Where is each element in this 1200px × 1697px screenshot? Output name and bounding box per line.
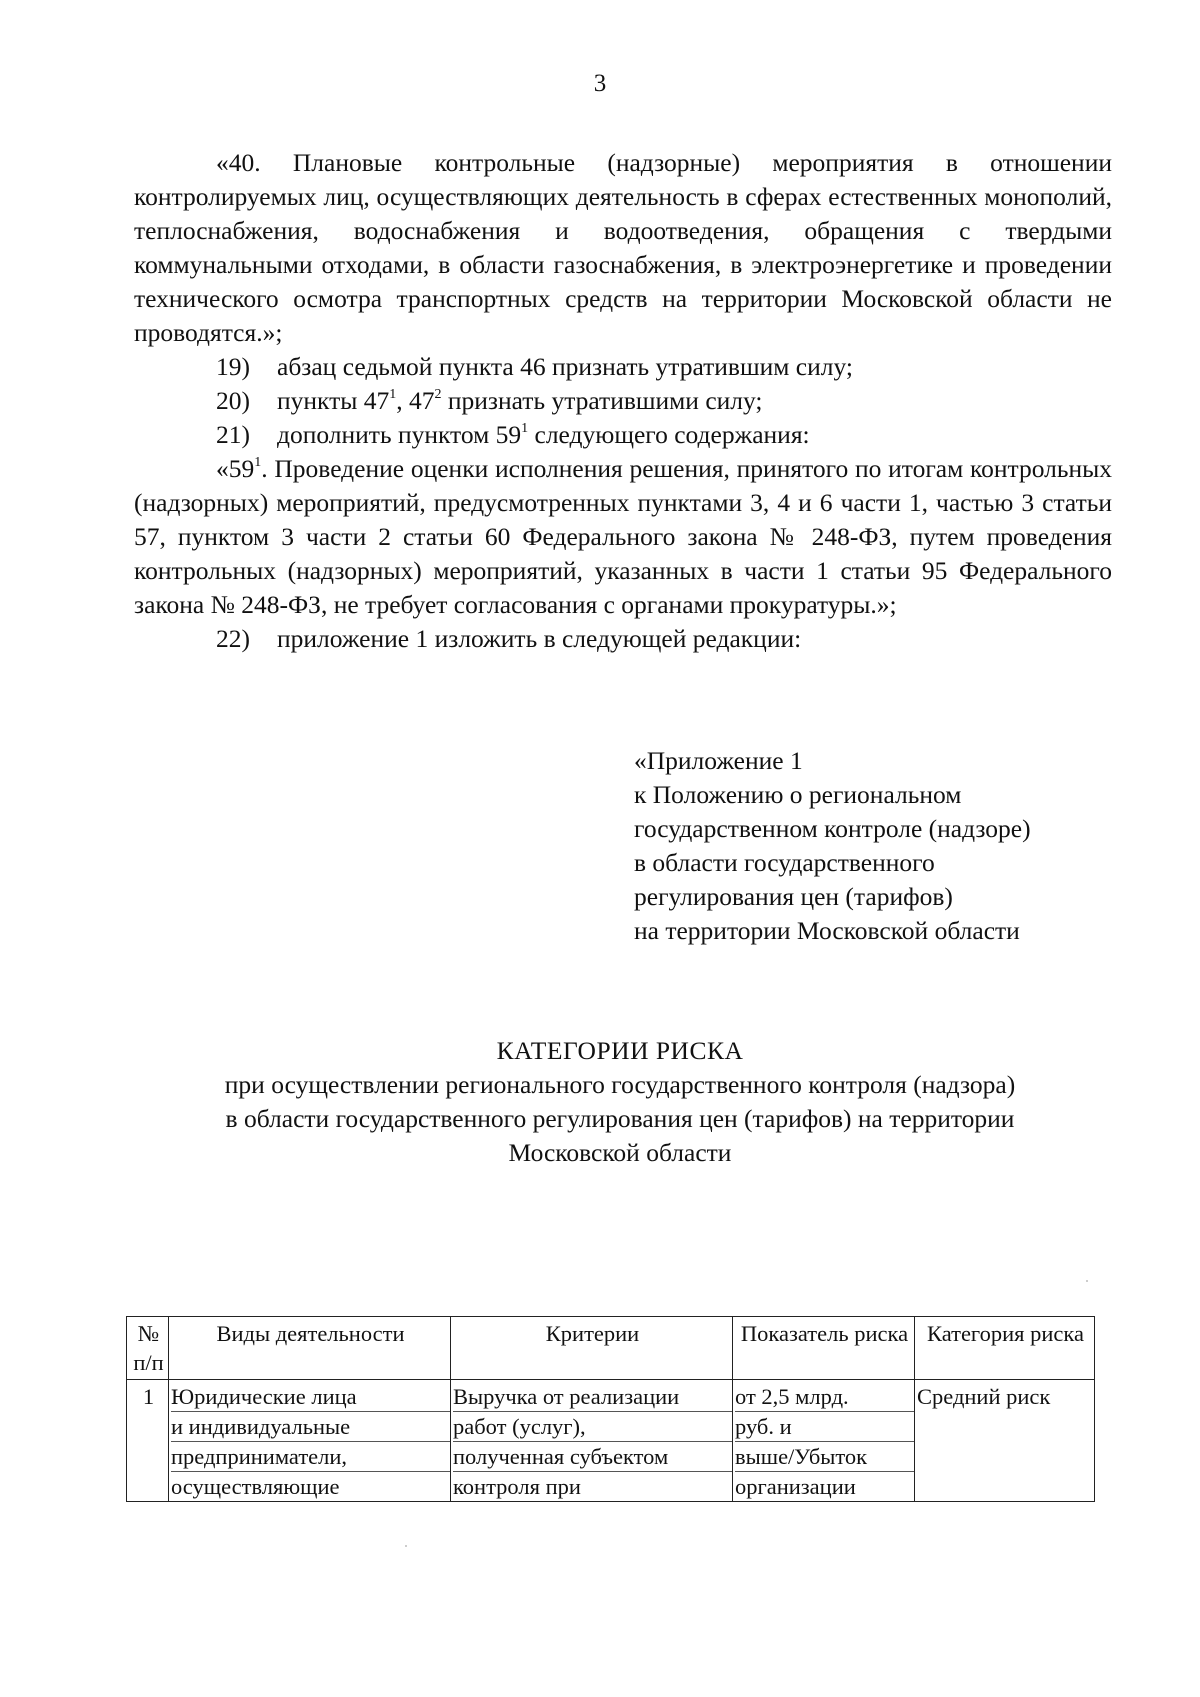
item-text: абзац седьмой пункта 46 признать утратившим силу;: [277, 352, 853, 381]
cell-num: 1: [127, 1380, 169, 1502]
scan-speck: [1086, 1280, 1088, 1282]
superscript: 1: [254, 455, 262, 470]
header-activity: Виды деятельности: [169, 1317, 451, 1380]
cell-line: работ (услуг),: [453, 1412, 732, 1442]
appendix-line: государственном контроле (надзоре): [634, 814, 1031, 843]
appendix-line: регулирования цен (тарифов): [634, 882, 953, 911]
appendix-line: в области государственного: [634, 848, 935, 877]
header-indicator: Показатель риска: [733, 1317, 915, 1380]
header-num: № п/п: [127, 1317, 169, 1380]
item-text-part: дополнить пунктом 59: [277, 420, 522, 449]
item-number: 20): [216, 386, 250, 415]
cell-category: Средний риск: [915, 1380, 1095, 1502]
heading-subtitle-line: при осуществлении регионального государственного контроля (надзора): [224, 1070, 1016, 1099]
appendix-caption: [634, 744, 1031, 948]
paragraph-40: «40. Плановые контрольные (надзорные) мероприятия в отношении контролируемых лиц, осуществляющих деятельность в сферах естественных монополий, теплоснабжения, водоснабжения и водоотведения, обращения с твердыми коммунальными отходами, в области газоснабжения, в электроэнергетике и проведении технического осмотра транспортных средств на территории Московской области не проводятся.»;: [134, 148, 1112, 347]
risk-table: [126, 1316, 1095, 1502]
list-item-20: [134, 384, 1112, 418]
heading-subtitle-line: в области государственного регулирования цен (тарифов) на территории: [225, 1104, 1015, 1133]
item-number: 21): [216, 420, 250, 449]
item-text-part: признать утратившими силу;: [441, 386, 763, 415]
cell-indicator: [733, 1380, 915, 1502]
cell-line: полученная субъектом: [453, 1442, 732, 1472]
heading-title: КАТЕГОРИИ РИСКА: [496, 1036, 744, 1065]
item-text: приложение 1 изложить в следующей редакции:: [277, 624, 802, 653]
superscript: 1: [389, 387, 397, 402]
table-row: [127, 1380, 1095, 1502]
heading-subtitle-line: Московской области: [508, 1138, 732, 1167]
list-item-19: [134, 350, 1112, 384]
scan-speck: [405, 1545, 407, 1547]
cell-line: выше/Убыток: [735, 1442, 914, 1472]
cell-line: предприниматели,: [171, 1442, 450, 1472]
item-text-part: следующего содержания:: [528, 420, 810, 449]
cell-line: Выручка от реализации: [453, 1382, 732, 1412]
page-number: 3: [593, 70, 607, 97]
superscript: 2: [434, 387, 442, 402]
list-item-21: [134, 418, 1112, 452]
paragraph-start: «59: [216, 454, 255, 483]
superscript: 1: [521, 421, 529, 436]
item-text: [277, 384, 1112, 418]
item-text-part: пункты 47: [277, 386, 390, 415]
list-item-22: [134, 622, 1112, 656]
table-header-row: [127, 1317, 1095, 1380]
cell-line: и индивидуальные: [171, 1412, 450, 1442]
cell-activity: [169, 1380, 451, 1502]
paragraph-59-1: [134, 452, 1112, 622]
body-text: [134, 146, 1112, 656]
item-number: 19): [216, 352, 250, 381]
header-criteria: Критерии: [451, 1317, 733, 1380]
cell-line: организации: [735, 1474, 856, 1499]
header-category: Категория риска: [915, 1317, 1095, 1380]
cell-line: руб. и: [735, 1412, 914, 1442]
appendix-line: «Приложение 1: [634, 746, 803, 775]
appendix-line: на территории Московской области: [634, 916, 1020, 945]
cell-line: Юридические лица: [171, 1382, 450, 1412]
cell-criteria: [451, 1380, 733, 1502]
paragraph-text: . Проведение оценки исполнения решения, принятого по итогам контрольных (надзорных) мероприятий, предусмотренных пунктами 3, 4 и 6 части 1, частью 3 статьи 57, пунктом 3 части 2 статьи 60 Федерального закона № 248-ФЗ, путем проведения контрольных (надзорных) мероприятий, указанных в части 1 статьи 95 Федерального закона № 248-ФЗ, не требует согласования с органами прокуратуры.»;: [134, 454, 1112, 619]
item-text: [277, 418, 1112, 452]
cell-line: от 2,5 млрд.: [735, 1382, 914, 1412]
cell-line: контроля при: [453, 1474, 581, 1499]
risk-categories-heading: [160, 1034, 1080, 1170]
item-number: 22): [216, 624, 250, 653]
cell-line: осуществляющие: [171, 1474, 340, 1499]
item-text-part: , 47: [396, 386, 435, 415]
appendix-line: к Положению о региональном: [634, 780, 962, 809]
